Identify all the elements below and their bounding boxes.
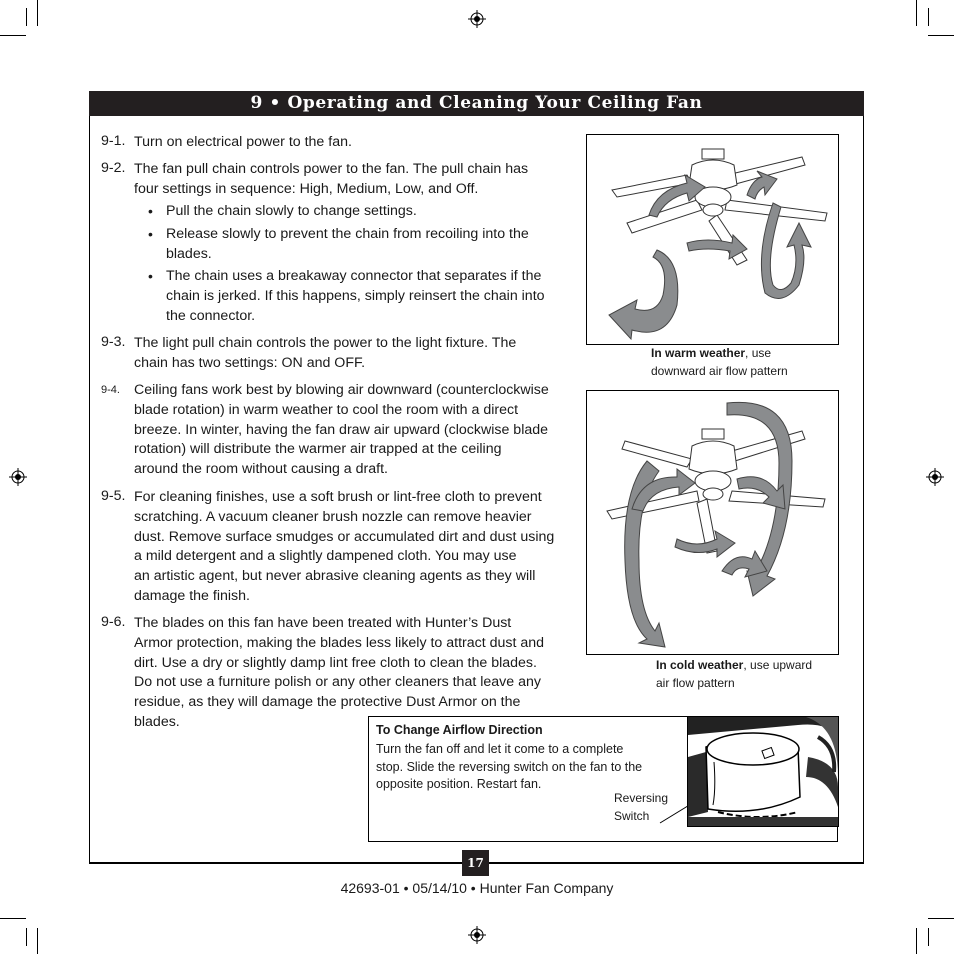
text-line: four settings in sequence: High, Medium, Low, and Off. — [134, 180, 479, 197]
text-line: blades. — [166, 245, 212, 262]
step-text — [134, 381, 558, 480]
warm-weather-caption — [651, 345, 788, 380]
crop-mark — [916, 928, 917, 954]
text-line: opposite position. Restart fan. — [376, 777, 542, 791]
crop-mark — [928, 35, 954, 36]
text-line: Ceiling fans work best by blowing air downward (counterclockwise — [134, 382, 549, 398]
caption-text: , use — [745, 346, 772, 360]
text-line: Pull the chain slowly to change settings. — [166, 203, 417, 219]
text-line: The chain uses a breakaway connector that separates if the — [166, 268, 542, 284]
bullet-item — [166, 202, 558, 222]
caption-bold: In warm weather — [651, 346, 746, 360]
text-line: chain has two settings: ON and OFF. — [134, 354, 366, 371]
crop-mark — [37, 0, 38, 26]
step-number: 9-6. — [101, 614, 126, 630]
text-line: Armor protection, making the blades less likely to attract dust and — [134, 634, 545, 651]
page-number: 17 — [462, 850, 489, 876]
text-line: breeze. In winter, having the fan draw air upward (clockwise blade — [134, 421, 549, 438]
registration-mark-icon — [9, 468, 27, 486]
text-line: rotation) will distribute the warmer air trapped at the ceiling — [134, 441, 502, 458]
text-line: an artistic agent, but never abrasive cleaning agents as they will — [134, 568, 536, 585]
step-number: 9-3. — [101, 334, 126, 350]
text-line: scratching. A vacuum cleaner brush nozzle can remove heavier — [134, 508, 532, 525]
footer-text: 42693-01 • 05/14/10 • Hunter Fan Company — [340, 880, 614, 896]
text-line: dust. Remove surface smudges or accumulated dirt and dust using — [134, 528, 555, 545]
registration-mark-icon — [468, 926, 486, 944]
text-line: The blades on this fan have been treated with Hunter’s Dust — [134, 615, 512, 631]
cold-weather-figure — [586, 390, 839, 655]
text-line: dirt. Use a dry or slightly damp lint free cloth to clean the blades. — [134, 654, 537, 671]
callout-text: Reversing — [614, 791, 669, 805]
step-text — [134, 334, 558, 374]
text-line: For cleaning finishes, use a soft brush or lint-free cloth to prevent — [134, 489, 542, 505]
text-line: stop. Slide the reversing switch on the fan to the — [376, 759, 643, 774]
crop-mark — [37, 928, 38, 954]
bullet-icon: • — [148, 268, 153, 284]
bullet-icon: • — [148, 203, 153, 219]
crop-mark — [928, 928, 929, 946]
crop-mark — [26, 8, 27, 26]
caption-bold: In cold weather — [656, 658, 744, 672]
step-number: 9-2. — [101, 160, 126, 176]
bullet-item — [166, 267, 558, 326]
text-line: The light pull chain controls the power to the light fixture. The — [134, 335, 517, 351]
step-number: 9-5. — [101, 488, 126, 504]
airflow-instructions — [376, 741, 642, 794]
registration-mark-icon — [468, 10, 486, 28]
fan-upward-airflow-illustration — [587, 391, 838, 654]
callout-text: Switch — [614, 808, 650, 823]
fan-downward-airflow-illustration — [587, 135, 838, 344]
crop-mark — [0, 35, 26, 36]
caption-text: air flow pattern — [656, 675, 735, 690]
crop-mark — [916, 0, 917, 26]
crop-mark — [928, 918, 954, 919]
cold-weather-caption — [656, 657, 812, 692]
fan-motor-housing-illustration — [688, 717, 838, 826]
caption-text: , use upward — [743, 658, 813, 672]
crop-mark — [928, 8, 929, 26]
text-line: blades. — [134, 713, 180, 730]
text-line: chain is jerked. If this happens, simply reinsert the chain into — [166, 287, 545, 304]
text-line: blade rotation) in warm weather to cool the room with a direct — [134, 401, 519, 418]
step-text — [134, 160, 558, 200]
text-line: The fan pull chain controls power to the fan. The pull chain has — [134, 161, 529, 177]
registration-mark-icon — [926, 468, 944, 486]
text-line: around the room without causing a draft. — [134, 461, 388, 478]
step-text: Turn on electrical power to the fan. — [134, 134, 352, 150]
text-line: Turn the fan off and let it come to a complete — [376, 742, 624, 756]
step-text — [134, 614, 558, 733]
warm-weather-figure — [586, 134, 839, 345]
text-line: the connector. — [166, 307, 256, 324]
caption-text: downward air flow pattern — [651, 363, 788, 378]
text-line: Release slowly to prevent the chain from recoiling into the — [166, 226, 529, 242]
reversing-switch-figure — [687, 716, 839, 827]
page-title: 9 • Operating and Cleaning Your Ceiling Fan — [89, 91, 864, 116]
text-line: damage the finish. — [134, 587, 250, 604]
step-number: 9-1. — [101, 133, 126, 149]
step-text — [134, 488, 558, 607]
crop-mark — [0, 918, 26, 919]
crop-mark — [26, 928, 27, 946]
airflow-heading: To Change Airflow Direction — [376, 723, 543, 737]
bullet-icon: • — [148, 226, 153, 242]
step-number: 9-4. — [101, 384, 120, 396]
text-line: residue, as they will damage the protective Dust Armor on the — [134, 694, 521, 711]
text-line: a mild detergent and a slightly dampened cloth. You may use — [134, 548, 517, 565]
text-line: Do not use a furniture polish or any other cleaners that leave any — [134, 674, 541, 691]
bullet-item — [166, 225, 558, 265]
